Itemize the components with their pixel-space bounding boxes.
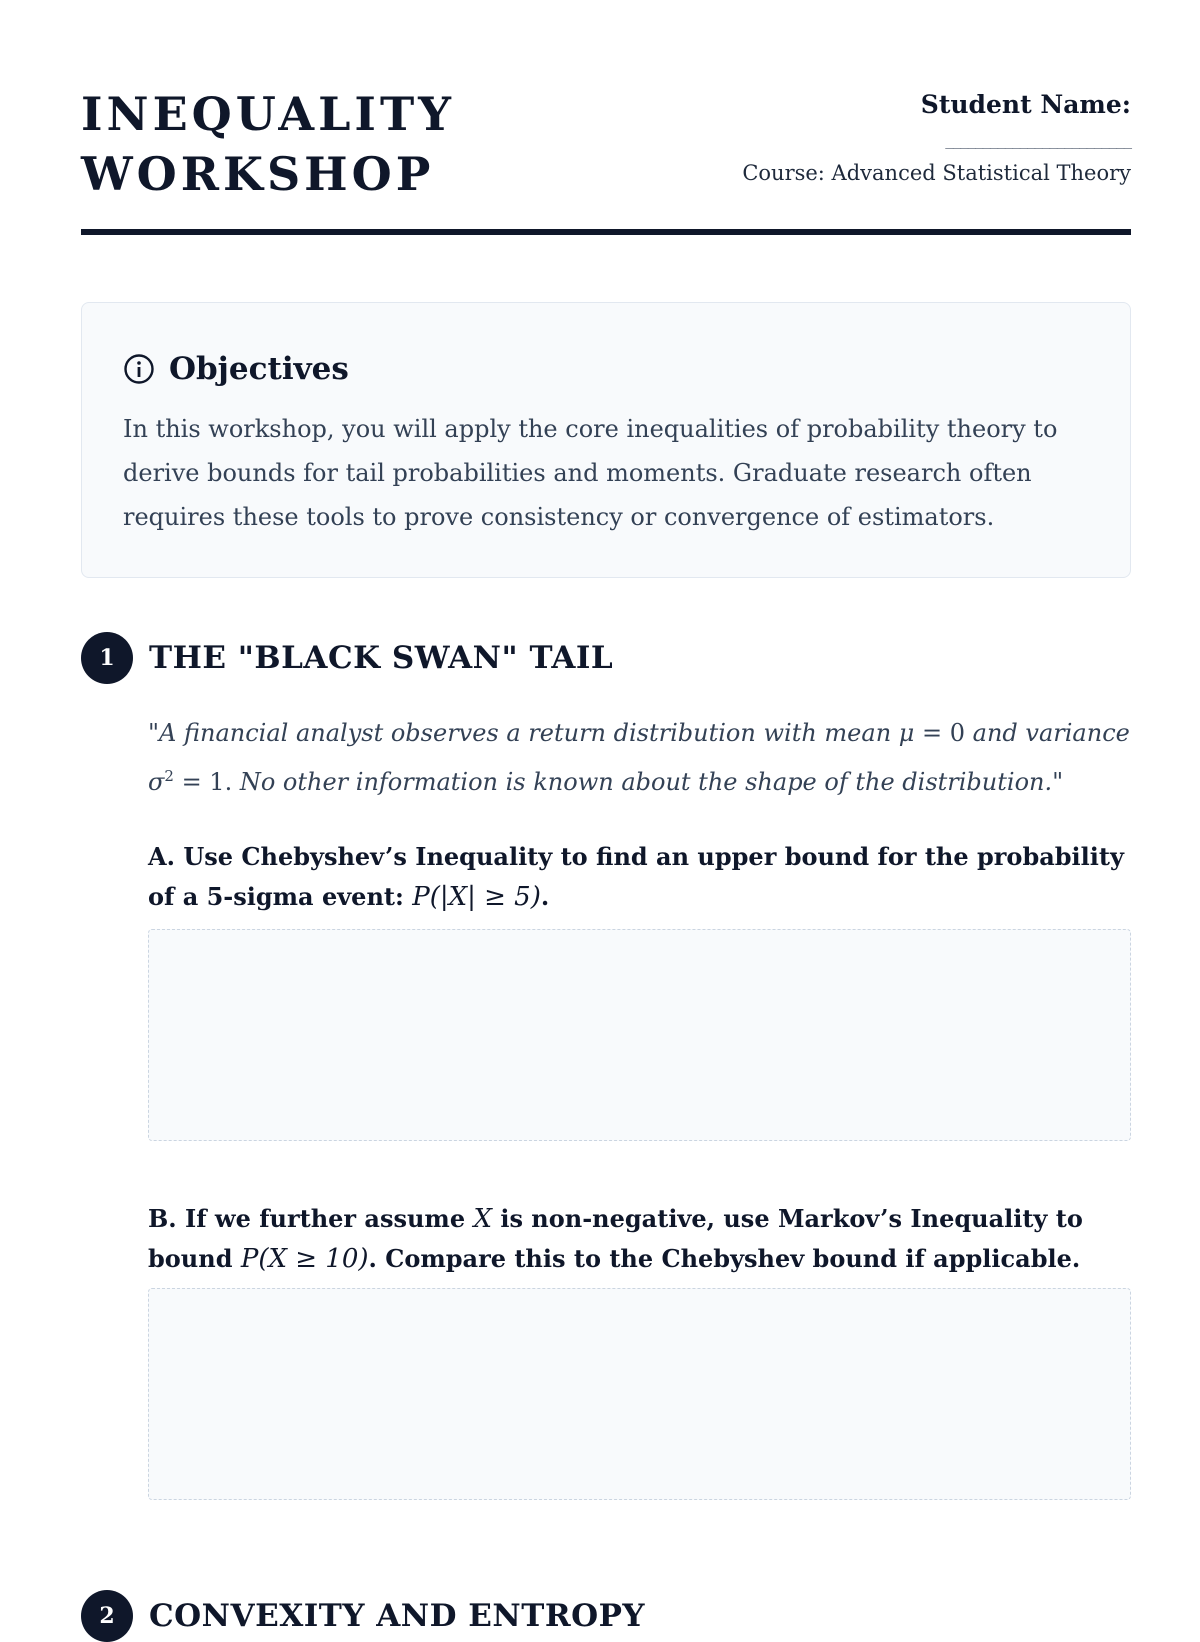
quote-text: and variance	[965, 719, 1130, 747]
student-name-blank[interactable]: _________________________	[945, 133, 1131, 149]
quote-text: "A financial analyst observes a return distribution with mean	[148, 719, 899, 747]
section-2-title: CONVEXITY AND ENTROPY	[149, 1598, 646, 1634]
course-label: Course: Advanced Statistical Theory	[742, 161, 1131, 185]
question-b-text: B. If we further assume	[148, 1204, 474, 1233]
section-1-heading	[81, 632, 613, 684]
objectives-text: In this workshop, you will apply the core inequalities of probability theory to derive bounds for tail probabilities and moments. Graduate research often requires these tools to prove consistency or convergence of estimators.	[123, 415, 1058, 531]
variance-value: = 1.	[173, 768, 233, 796]
question-a	[148, 837, 1131, 917]
question-b-text: is non-negative, use Markov’s Inequality to bound	[148, 1204, 1083, 1273]
question-a-math: P(|X| ≥ 5)	[412, 882, 541, 912]
mu-symbol: μ	[898, 719, 915, 747]
question-b	[148, 1199, 1131, 1279]
question-a-text: A. Use Chebyshev’s Inequality to find an upper bound for the probability of a 5-sigma event:	[148, 842, 1124, 911]
question-b-math: P(X ≥ 10)	[240, 1244, 369, 1274]
worksheet-header	[81, 80, 1131, 235]
objectives-title: Objectives	[169, 351, 349, 387]
scenario-quote	[148, 712, 1131, 804]
page-title	[81, 84, 455, 204]
variable-x: X	[473, 1204, 492, 1234]
section-number-badge: 2	[81, 1590, 133, 1642]
quote-text: No other information is known about the shape of the distribution."	[232, 768, 1064, 796]
title-line-1: INEQUALITY	[81, 87, 456, 141]
student-meta	[742, 88, 1131, 188]
objectives-heading	[123, 347, 1090, 391]
section-number-badge: 1	[81, 632, 133, 684]
title-line-2: WORKSHOP	[81, 147, 435, 201]
info-icon	[123, 353, 155, 385]
section-1-title: THE "BLACK SWAN" TAIL	[149, 640, 614, 676]
answer-box-a[interactable]	[148, 929, 1131, 1141]
exponent: 2	[164, 767, 174, 785]
mean-value: = 0	[914, 719, 966, 747]
worksheet-page	[81, 0, 1131, 1634]
section-2-heading	[81, 1590, 645, 1642]
objectives-panel	[81, 302, 1131, 578]
student-name-label: Student Name:	[920, 90, 1131, 119]
question-b-text: . Compare this to the Chebyshev bound if applicable.	[368, 1244, 1081, 1273]
sigma-symbol: σ	[148, 768, 165, 796]
answer-box-b[interactable]	[148, 1288, 1131, 1500]
question-a-end: .	[540, 882, 550, 911]
